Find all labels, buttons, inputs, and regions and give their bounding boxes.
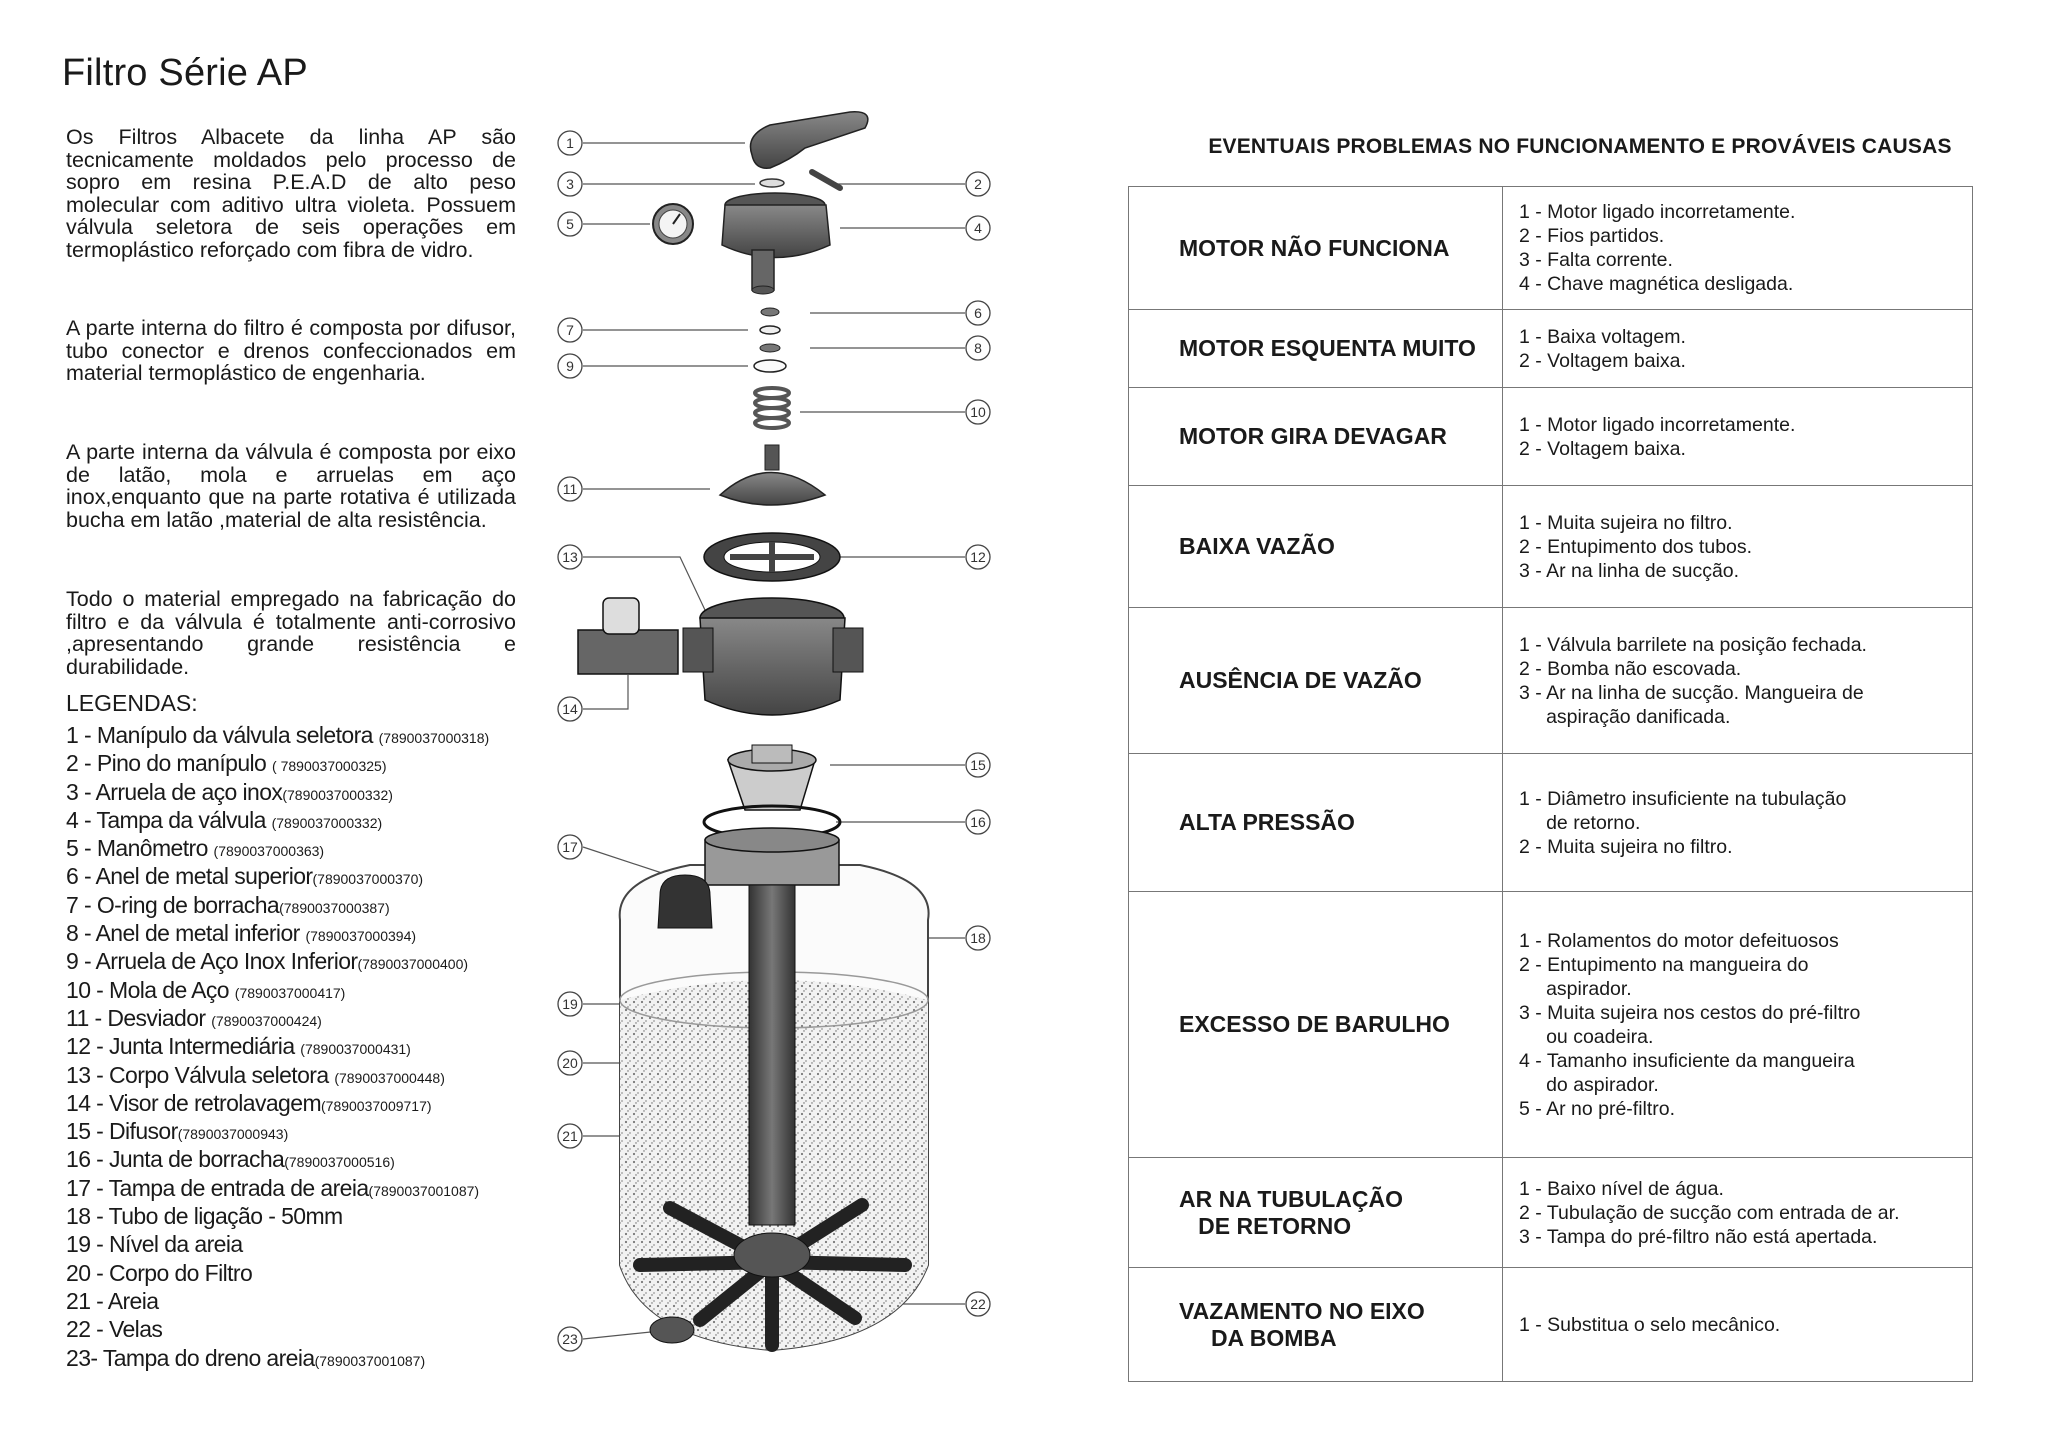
- problem-label: ALTA PRESSÃO: [1179, 809, 1355, 835]
- page-title: Filtro Série AP: [62, 52, 308, 94]
- problem-cell: [1129, 486, 1503, 607]
- legend-item-code: (7890037000516): [284, 1154, 395, 1171]
- legend-item-text: 23- Tampa do dreno areia: [66, 1344, 315, 1371]
- problem-cell: [1129, 187, 1503, 309]
- causes-cell: [1503, 310, 1972, 387]
- cause-line: 5 - Ar no pré-filtro.: [1519, 1097, 1676, 1120]
- causes-cell: [1503, 608, 1972, 753]
- legend-item-code: (7890037000332): [282, 786, 393, 803]
- callout-number: 12: [970, 549, 986, 565]
- legend-item-text: 11 - Desviador: [66, 1004, 212, 1031]
- legend-item-code: (7890037001087): [314, 1352, 426, 1369]
- callout-number: 9: [566, 358, 574, 374]
- intro-paragraph-1: Os Filtros Albacete da linha AP são tecnicamente moldados pelo processo de sopro em resina P.E.A.D de alto peso molecular com aditivo ultra violeta. Possuem válvula seletora de seis operações em termoplástico reforçado com fibra de vidro.: [66, 125, 516, 262]
- causes-cell: [1503, 892, 1972, 1157]
- callout-number: 19: [562, 996, 578, 1012]
- problem-row: [1129, 387, 1972, 485]
- legend-item-code: (7890037000424): [211, 1012, 322, 1029]
- causes-cell: [1503, 754, 1972, 891]
- legend-item-code: (7890037000332): [271, 814, 383, 831]
- problem-label: MOTOR NÃO FUNCIONA: [1179, 234, 1450, 261]
- problem-row: [1129, 1157, 1972, 1267]
- problem-label: AR NA TUBULAÇÃO: [1179, 1185, 1404, 1212]
- problem-label: BAIXA VAZÃO: [1179, 533, 1335, 559]
- problem-row: [1129, 485, 1972, 607]
- legend-item-text: 22 - Velas: [66, 1316, 163, 1343]
- callout-number: 23: [562, 1331, 578, 1347]
- legend-item-text: 5 - Manômetro: [66, 835, 214, 862]
- intro-paragraph-2: A parte interna do filtro é composta por difusor, tubo conector e drenos confeccionados em material termoplástico de engenharia.: [66, 316, 516, 385]
- intro-paragraph-3: A parte interna da válvula é composta por eixo de latão, mola e arruelas em aço inox,enquanto que na parte rotativa é utilizada bucha em latão ,material de alta resistência.: [66, 440, 516, 532]
- legend-item-code: (7890037000400): [357, 956, 469, 973]
- callout-number: 21: [562, 1128, 578, 1144]
- legend-item-text: 19 - Nível da areia: [66, 1231, 243, 1258]
- legend-item: [66, 1344, 489, 1372]
- problem-cell: [1129, 892, 1503, 1157]
- legend-item: [66, 947, 489, 975]
- cause-line: de retorno.: [1519, 811, 1641, 834]
- cause-line: 1 - Baixo nível de água.: [1519, 1177, 1724, 1200]
- problem-row: [1129, 187, 1972, 309]
- problem-cell: [1129, 1158, 1503, 1267]
- problem-row: [1129, 891, 1972, 1157]
- legend-item-text: 3 - Arruela de aço inox: [66, 778, 283, 805]
- callout-number: 4: [974, 220, 982, 236]
- legend-item: [66, 806, 489, 834]
- cause-line: 1 - Substitua o selo mecânico.: [1519, 1313, 1781, 1336]
- legend-item: [66, 1061, 489, 1089]
- problem-label: MOTOR ESQUENTA MUITO: [1179, 335, 1476, 361]
- problem-cell: [1129, 1268, 1503, 1381]
- cause-line: 1 - Válvula barrilete na posição fechada.: [1519, 633, 1867, 656]
- legend-item: [66, 778, 489, 806]
- cause-line: 2 - Entupimento na mangueira do: [1519, 953, 1809, 976]
- callout-number: 13: [562, 549, 578, 565]
- cause-line: do aspirador.: [1519, 1073, 1659, 1096]
- callout-number: 7: [566, 322, 574, 338]
- legend-item-text: 6 - Anel de metal superior: [66, 863, 313, 890]
- causes-cell: [1503, 486, 1972, 607]
- cause-line: 3 - Ar na linha de sucção.: [1519, 559, 1740, 582]
- legend-item-text: 2 - Pino do manípulo: [66, 750, 273, 777]
- legend-item: [66, 1174, 489, 1202]
- legend-item: [66, 834, 489, 862]
- problem-label: EXCESSO DE BARULHO: [1179, 1011, 1450, 1037]
- cause-line: 1 - Diâmetro insuficiente na tubulação: [1519, 787, 1847, 810]
- cause-line: ou coadeira.: [1519, 1025, 1654, 1048]
- legend-item: [66, 1287, 489, 1315]
- cause-line: 2 - Voltagem baixa.: [1519, 349, 1686, 372]
- legend-item: [66, 1004, 489, 1032]
- problem-cell: [1129, 754, 1503, 891]
- cause-line: 2 - Fios partidos.: [1519, 225, 1665, 247]
- troubleshooting-table: [1128, 186, 1973, 1382]
- problem-label: AUSÊNCIA DE VAZÃO: [1179, 667, 1422, 693]
- causes-cell: [1503, 1268, 1972, 1381]
- callout-number: 20: [562, 1055, 578, 1071]
- causes-cell: [1503, 1158, 1972, 1267]
- problem-label: DE RETORNO: [1179, 1212, 1352, 1239]
- intro-paragraph-4: Todo o material empregado na fabricação do filtro e da válvula é totalmente anti-corrosivo ,apresentando grande resistência e durabilidade.: [66, 587, 516, 679]
- legend-item: [66, 976, 489, 1004]
- callout-number: 11: [562, 481, 578, 497]
- legend-item: [66, 1315, 489, 1343]
- legend-item-text: 7 - O-ring de borracha: [66, 891, 280, 918]
- callout-number: 18: [970, 930, 986, 946]
- callout-number: 10: [970, 404, 986, 420]
- problem-row: [1129, 309, 1972, 387]
- cause-line: 2 - Bomba não escovada.: [1519, 657, 1742, 680]
- problem-cell: [1129, 310, 1503, 387]
- callout-number: 8: [974, 340, 982, 356]
- callout-number: 22: [970, 1296, 986, 1312]
- callout-number: 16: [970, 814, 986, 830]
- cause-line: 2 - Tubulação de sucção com entrada de ar.: [1519, 1201, 1900, 1224]
- legend-item: [66, 1089, 489, 1117]
- callout-number: 6: [974, 305, 982, 321]
- problem-row: [1129, 753, 1972, 891]
- callout-number: 3: [566, 176, 574, 192]
- legend-item: [66, 721, 489, 749]
- callout-number: 2: [974, 176, 982, 192]
- problem-label: MOTOR GIRA DEVAGAR: [1179, 423, 1447, 449]
- callout-number: 5: [566, 216, 574, 232]
- legend-item-code: (7890037000943): [177, 1126, 289, 1143]
- legend-item-code: ( 7890037000325): [272, 758, 387, 775]
- legend-item-code: (7890037000417): [234, 984, 346, 1001]
- cause-line: 4 - Tamanho insuficiente da mangueira: [1519, 1049, 1855, 1072]
- exploded-filter-diagram: [540, 92, 1010, 1392]
- legend-item-code: (7890037000431): [300, 1041, 411, 1058]
- legend-list: [66, 721, 489, 1372]
- problem-row: [1129, 607, 1972, 753]
- cause-line: 2 - Entupimento dos tubos.: [1519, 535, 1753, 558]
- table-title: EVENTUAIS PROBLEMAS NO FUNCIONAMENTO E PROVÁVEIS CAUSAS: [1208, 135, 1952, 158]
- legend-item-text: 15 - Difusor: [66, 1118, 178, 1145]
- legend-item-text: 17 - Tampa de entrada de areia: [66, 1174, 369, 1201]
- legend-item-text: 10 - Mola de Aço: [66, 976, 235, 1003]
- cause-line: aspiração danificada.: [1519, 705, 1731, 728]
- cause-line: 3 - Muita sujeira nos cestos do pré-filtro: [1519, 1001, 1861, 1024]
- cause-line: 1 - Motor ligado incorretamente.: [1519, 201, 1796, 223]
- cause-line: 1 - Motor ligado incorretamente.: [1519, 413, 1796, 436]
- legend-item-text: 8 - Anel de metal inferior: [66, 920, 306, 947]
- legend-item-text: 9 - Arruela de Aço Inox Inferior: [66, 948, 358, 975]
- legend-item-code: (7890037000394): [305, 928, 417, 945]
- cause-line: 1 - Baixa voltagem.: [1519, 325, 1686, 348]
- cause-line: 4 - Chave magnética desligada.: [1519, 273, 1794, 295]
- cause-line: 2 - Voltagem baixa.: [1519, 437, 1686, 460]
- legend-item: [66, 891, 489, 919]
- legend-item: [66, 1117, 489, 1145]
- legend-item-text: 4 - Tampa da válvula: [66, 806, 272, 833]
- cause-line: 2 - Muita sujeira no filtro.: [1519, 835, 1733, 858]
- legend-item-text: 18 - Tubo de ligação - 50mm: [66, 1203, 343, 1230]
- cause-line: 3 - Falta corrente.: [1519, 249, 1673, 271]
- cause-line: 1 - Muita sujeira no filtro.: [1519, 511, 1733, 534]
- legend-item-code: (7890037000448): [334, 1069, 445, 1086]
- callout-number: 17: [562, 839, 578, 855]
- legend-item-code: (7890037001087): [368, 1182, 480, 1199]
- problem-label: VAZAMENTO NO EIXO: [1179, 1297, 1425, 1324]
- legend-item-text: 20 - Corpo do Filtro: [66, 1259, 253, 1286]
- legend-item: [66, 1145, 489, 1173]
- legend-item-code: (7890037000318): [378, 730, 490, 746]
- legend-item-text: 14 - Visor de retrolavagem: [66, 1089, 321, 1116]
- legend-item: [66, 862, 489, 890]
- legend-item-text: 12 - Junta Intermediária: [66, 1033, 301, 1060]
- legend-item-code: (7890037000370): [312, 871, 424, 888]
- legend-item: [66, 919, 489, 947]
- problem-cell: [1129, 608, 1503, 753]
- legend-item-text: 13 - Corpo Válvula seletora: [66, 1061, 335, 1088]
- callout-number: 1: [566, 135, 574, 151]
- legend-item-code: (7890037000387): [279, 899, 390, 916]
- legend-item-text: 1 - Manípulo da válvula seletora: [66, 722, 379, 748]
- problem-row: [1129, 1267, 1972, 1381]
- causes-cell: [1503, 388, 1972, 485]
- cause-line: 3 - Tampa do pré-filtro não está apertada.: [1519, 1225, 1878, 1248]
- legend-item: [66, 1230, 489, 1258]
- cause-line: aspirador.: [1519, 977, 1632, 1000]
- cause-line: 1 - Rolamentos do motor defeituosos: [1519, 929, 1839, 952]
- legend-item: [66, 749, 489, 777]
- legend-item-code: (7890037009717): [321, 1097, 432, 1114]
- legend-item-text: 16 - Junta de borracha: [66, 1146, 285, 1173]
- legend-item: [66, 1202, 489, 1230]
- legend-item: [66, 1259, 489, 1287]
- callout-number: 14: [562, 701, 578, 717]
- legend-item-code: (7890037000363): [213, 843, 325, 860]
- problem-label: DA BOMBA: [1179, 1324, 1337, 1351]
- problem-cell: [1129, 388, 1503, 485]
- callout-number: 15: [970, 757, 986, 773]
- legend-title: LEGENDAS:: [66, 690, 198, 716]
- legend-item: [66, 1032, 489, 1060]
- legend-item-text: 21 - Areia: [66, 1287, 159, 1314]
- cause-line: 3 - Ar na linha de sucção. Mangueira de: [1519, 681, 1864, 704]
- causes-cell: [1503, 187, 1972, 309]
